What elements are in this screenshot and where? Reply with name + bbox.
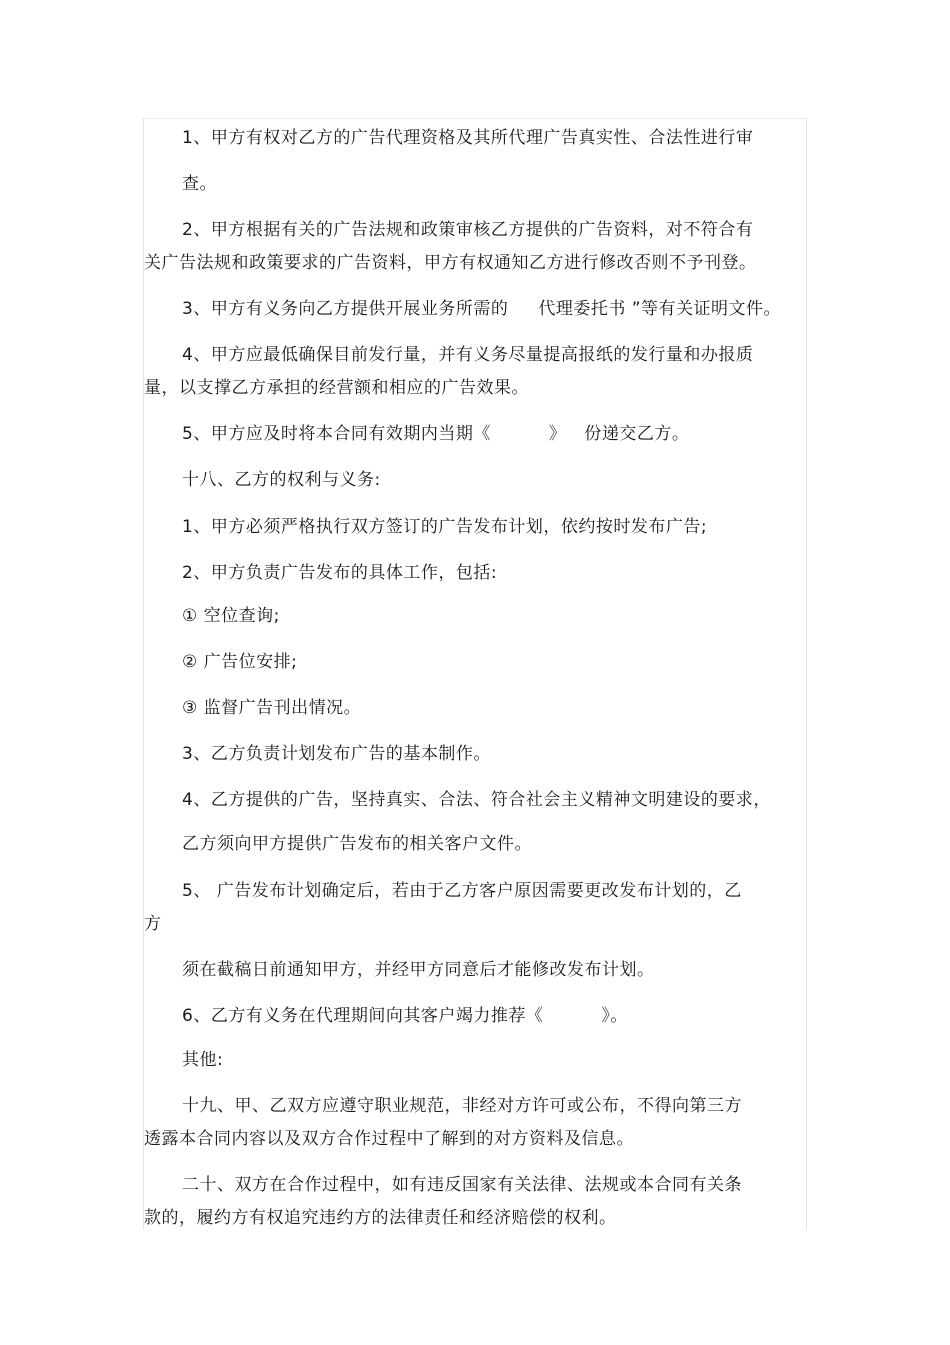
section-18-item-2: 2、甲方负责广告发布的具体工作，包括:	[182, 563, 498, 583]
clause-2-line-2: 关广告法规和政策要求的广告资料，甲方有权通知乙方进行修改否则不予刊登。	[144, 253, 757, 273]
clause-2-line-1: 2、甲方根据有关的广告法规和政策审核乙方提供的广告资料，对不符合有	[182, 220, 754, 240]
clause-3: 3、甲方有义务向乙方提供开展业务所需的 代理委托书 ”等有关证明文件。	[182, 299, 782, 319]
clause-1-line-1: 1、甲方有权对乙方的广告代理资格及其所代理广告真实性、合法性进行审	[182, 128, 754, 148]
section-19-line-1: 十九、甲、乙双方应遵守职业规范，非经对方许可或公布，不得向第三方	[182, 1096, 742, 1116]
section-19-line-2: 透露本合同内容以及双方合作过程中了解到的对方资料及信息。	[144, 1129, 634, 1149]
section-18-item-4-line-2: 乙方须向甲方提供广告发布的相关客户文件。	[182, 834, 532, 854]
section-18-item-1: 1、甲方必须严格执行双方签订的广告发布计划，依约按时发布广告;	[182, 517, 708, 537]
clause-4-line-2: 量，以支撑乙方承担的经营额和相应的广告效果。	[144, 378, 529, 398]
sub-item-1: ① 空位查询;	[182, 606, 280, 626]
section-20-line-2: 款的，履约方有权追究违约方的法律责任和经济赔偿的权利。	[144, 1208, 617, 1228]
section-18-heading: 十八、乙方的权利与义务:	[182, 470, 381, 490]
section-18-item-5-line-2: 方	[144, 914, 162, 934]
clause-1-line-2: 查。	[182, 174, 217, 194]
other-heading: 其他:	[182, 1050, 224, 1070]
section-18-item-5-line-1: 5、 广告发布计划确定后，若由于乙方客户原因需要更改发布计划的，乙	[182, 881, 742, 901]
section-18-item-6: 6、乙方有义务在代理期间向其客户竭力推荐《 》。	[182, 1006, 628, 1026]
section-18-item-4-line-1: 4、乙方提供的广告，坚持真实、合法、符合社会主义精神文明建设的要求，	[182, 790, 771, 810]
section-20-line-1: 二十、双方在合作过程中，如有违反国家有关法律、法规或本合同有关条	[182, 1175, 742, 1195]
page-frame	[143, 118, 807, 1230]
clause-5: 5、甲方应及时将本合同有效期内当期《 》 份递交乙方。	[182, 424, 690, 444]
sub-item-3: ③ 监督广告刊出情况。	[182, 698, 362, 718]
clause-4-line-1: 4、甲方应最低确保目前发行量，并有义务尽量提高报纸的发行量和办报质	[182, 345, 754, 365]
section-18-item-3: 3、乙方负责计划发布广告的基本制作。	[182, 744, 491, 764]
sub-item-2: ② 广告位安排;	[182, 652, 298, 672]
section-18-item-5-line-3: 须在截稿日前通知甲方，并经甲方同意后才能修改发布计划。	[182, 960, 655, 980]
